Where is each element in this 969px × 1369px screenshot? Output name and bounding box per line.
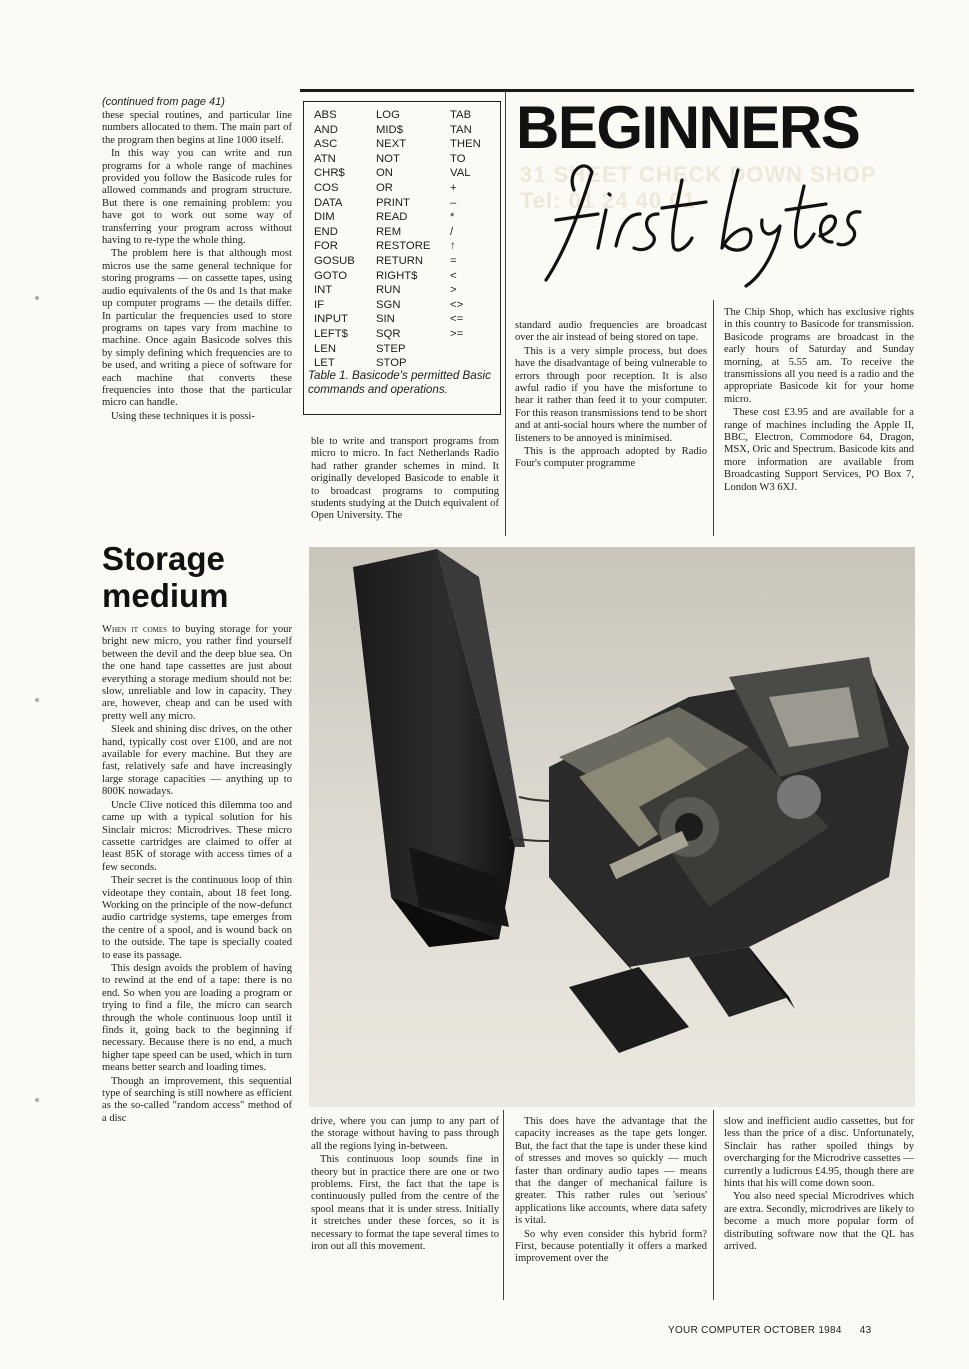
paragraph: these special routines, and particular line numbers allocated to them. The main part of the program then begins at line 1000 itself. [102,110,292,146]
column-divider [505,91,506,536]
table-cell: RESTORE [376,240,431,253]
table-cell: END [314,225,338,238]
first-bytes-script-logo [536,150,866,290]
table-cell: LEFT$ [314,327,348,340]
column-1-top [102,110,292,424]
intro-text: to buying storage for your bright new micro, you rather find yourself between the devil and the deep blue sea. On the one hand tape cassettes are just about everything a storage medium should not be: slow, unreliable and low in capacity. They are, however, cheap and can be used with pretty well any micro. [102,624,293,722]
table-cell: > [450,284,457,297]
table-cell: REM [376,225,402,238]
paragraph: standard audio frequencies are broadcast over the air instead of being stored on tape. [515,320,707,344]
paragraph: Their secret is the continuous loop of thin videotape they contain, about 18 feet long. Working on the principle of the now-defunct audio cartridge systems, tape emerges from the centre of a spool, and is wound back on to the outside. The tape is specially coated to ease its passage. [102,875,292,961]
table-cell: <> [450,298,464,311]
table-cell: >= [450,327,464,340]
table-cell: RIGHT$ [376,269,418,282]
table-cell: = [450,254,457,267]
paragraph: This does have the advantage that the capacity increases as the tape gets longer. But, the fact that the tape is under these kind of stresses and moves so quickly — much faster than ordinary audio tapes — means that the danger of mechanical failure is greater. This rather rules out 'serious' applications like accounts, where data safety is vital. [515,1116,707,1227]
paragraph: The problem here is that although most micros use the same general technique for storing programs — on cassette tapes, using audio equivalents of the 0s and 1s that make up computer programs — the details differ. In particular the frequencies used to store programs on tapes vary from machine to machine. Once again Basicode solves this by simply defining which frequencies are to be used, and writing a piece of software for each machine that converts these frequencies into those that the particular micro can handle. [102,248,292,409]
table-cell: MID$ [376,123,403,136]
table-cell: OR [376,181,393,194]
table-cell: <= [450,313,464,326]
section-title: BEGINNERS [516,94,860,161]
table-cell: / [450,225,454,238]
paragraph: This is a very simple process, but does have the disadvantage of being vulnerable to errors through poor reception. It is also awful radio if you have the misfortune to hear it rather than feed it to your computer. For this reason transmissions tend to be short and at anti-social hours where the number of listeners to be annoyed is minimised. [515,345,707,444]
paragraph: The Chip Shop, which has exclusive rights in this country to Basicode for transmission. Basicode programs are broadcast in the early hours of Saturday and Sunday morning, at 5.55 am. To receive the transmissions all you need is a radio and the appropriate Basicode kit for your home micro. [724,307,914,405]
table-caption: Table 1. Basicode's permitted Basic commands and operations. [308,369,491,396]
table-cell: LOG [376,109,400,121]
paragraph: In this way you can write and run programs for a whole range of machines provided you follow the Basicode rules for allowed commands and program structure. But there is one remaining problem: you have got to work out some way of transferring your program across without having to re-type the whole thing. [102,148,292,247]
table-cell: FOR [314,240,338,253]
table-cell: * [450,211,455,224]
paragraph: This is the approach adopted by Radio Four's computer programme [515,446,707,470]
table-cell: CHR$ [314,167,345,180]
table-cell: RETURN [376,254,424,267]
paragraph: This continuous loop sounds fine in theory but in practice there are one or two problems. First, the fact that the tape is continuously pulled from the centre of the spool means that it is under stress. Initially it stretches under these forces, so it is necessary to format the tape several times to iron out all this movement. [311,1154,499,1253]
paragraph: Using these techniques it is possi- [111,410,255,422]
top-rule [300,89,914,92]
table-cell: GOTO [314,269,348,282]
page-footer [668,1325,872,1336]
table-cell: STOP [376,357,407,370]
table-cell: VAL [450,167,471,180]
table-column-2 [376,108,430,371]
table-cell: TO [450,152,466,165]
paragraph: You also need special Microdrives which are extra. Secondly, microdrives are likely to become a much more popular form of distributing software now that the QL has arrived. [724,1191,914,1253]
table-cell: RUN [376,284,401,297]
column-3-top [515,320,707,472]
table-column-1 [314,108,355,371]
table-cell: ATN [314,152,336,165]
table-cell: LEN [314,342,336,355]
paragraph: This design avoids the problem of having to rewind at the end of a tape: there is no end. So when you are loading a program or trying to find a file, the micro can search through the whole continuous loop until it finds it, going back to the beginning if necessary. Because there is no end, a much higher tape speed can be used, which in turn means better search and loading times. [102,962,292,1074]
table-cell: – [450,196,457,209]
table-cell: NOT [376,152,400,165]
faint-background-text: Tel: 01 24 40 01 [520,188,696,213]
table-cell: DATA [314,196,343,209]
table-cell: SGN [376,298,401,311]
basicode-table [303,101,501,415]
table-cell: GOSUB [314,254,355,267]
table-cell: LET [314,357,335,370]
article-headline [102,540,229,614]
table-cell: NEXT [376,138,407,151]
table-cell: ON [376,167,393,180]
column-3-bottom [515,1116,707,1267]
table-cell: ↑ [450,240,456,253]
table-cell: IF [314,298,325,311]
column-divider [713,1110,714,1300]
table-cell: TAN [450,123,472,136]
microdrive-photo [309,547,915,1107]
column-divider [713,300,714,536]
paragraph: Uncle Clive noticed this dilemma too and came up with a typical solution for his Sinclair micros: Microdrives. These micro cassette cartridges are claimed to offer at least 85K of storage with access times of a few seconds. [102,799,292,873]
table-cell: STEP [376,342,406,355]
table-cell: AND [314,123,338,136]
magazine-issue: YOUR COMPUTER OCTOBER 1984 [668,1325,842,1336]
headline-line: Storage [102,540,225,577]
table-cell: SQR [376,327,401,340]
column-2-bottom [311,1116,499,1254]
table-cell: PRINT [376,196,410,209]
margin-mark [35,296,39,300]
column-2-top [311,436,499,524]
table-cell: ABS [314,109,337,121]
paragraph: Though an improvement, this sequential type of searching is still nowhere as efficient as the so-called "random access" method of a disc [102,1075,292,1124]
intro-paragraph [102,624,292,723]
table-column-3 [450,108,481,342]
column-divider [503,1110,504,1300]
margin-mark [35,1098,39,1102]
paragraph: slow and inefficient audio cassettes, but for less than the price of a disc. Unfortunately, Sinclair has rather spoiled things by overcharging for the Microdrive cassettes — currently a ludicrous £4.95, though there are hints that his will come down soon. [724,1116,914,1190]
column-4-bottom [724,1116,914,1254]
table-cell: INPUT [314,313,348,326]
table-cell: + [450,181,457,194]
paragraph: These cost £3.95 and are available for a range of machines including the Apple II, BBC, Electron, Commodore 64, Dragon, MSX, Oric and Spectrum. Basicode kits and more information are available from Broadcasting Support Services, PO Box 7, London W3 6XJ. [724,407,914,493]
table-cell: SIN [376,313,395,326]
margin-mark [35,698,39,702]
table-cell: COS [314,181,339,194]
faint-background-text: 31 SHEET CHECK DOWN SHOP [520,162,877,187]
paragraph: So why even consider this hybrid form? First, because potentially it offers a marked improvement over the [515,1228,707,1265]
table-cell: < [450,269,457,282]
paragraph: drive, where you can jump to any part of the storage without having to pass through all the regions lying in-between. [311,1116,499,1152]
table-cell: DIM [314,211,335,224]
table-cell: READ [376,211,408,224]
headline-line: medium [102,577,229,614]
paragraph: Sleek and shining disc drives, on the other hand, typically cost over £100, and are not available for every machine. But they are fast, relatively safe and have increasingly large storage capacities — anything up to 800K nowadays. [102,724,292,798]
continued-note: (continued from page 41) [102,96,225,108]
table-cell: ASC [314,138,338,151]
page-number: 43 [859,1325,872,1336]
table-cell: THEN [450,138,481,151]
storage-article-body [102,624,292,1126]
table-cell: TAB [450,109,472,121]
column-4-top [724,307,914,495]
paragraph: ble to write and transport programs from micro to micro. In fact Netherlands Radio had rather grander schemes in mind. It originally developed Basicode to enable it to broadcast programs to computing students studying at the Dutch equivalent of Open University. The [311,436,499,522]
table-cell: INT [314,284,333,297]
lead-in: When it comes [102,624,168,635]
